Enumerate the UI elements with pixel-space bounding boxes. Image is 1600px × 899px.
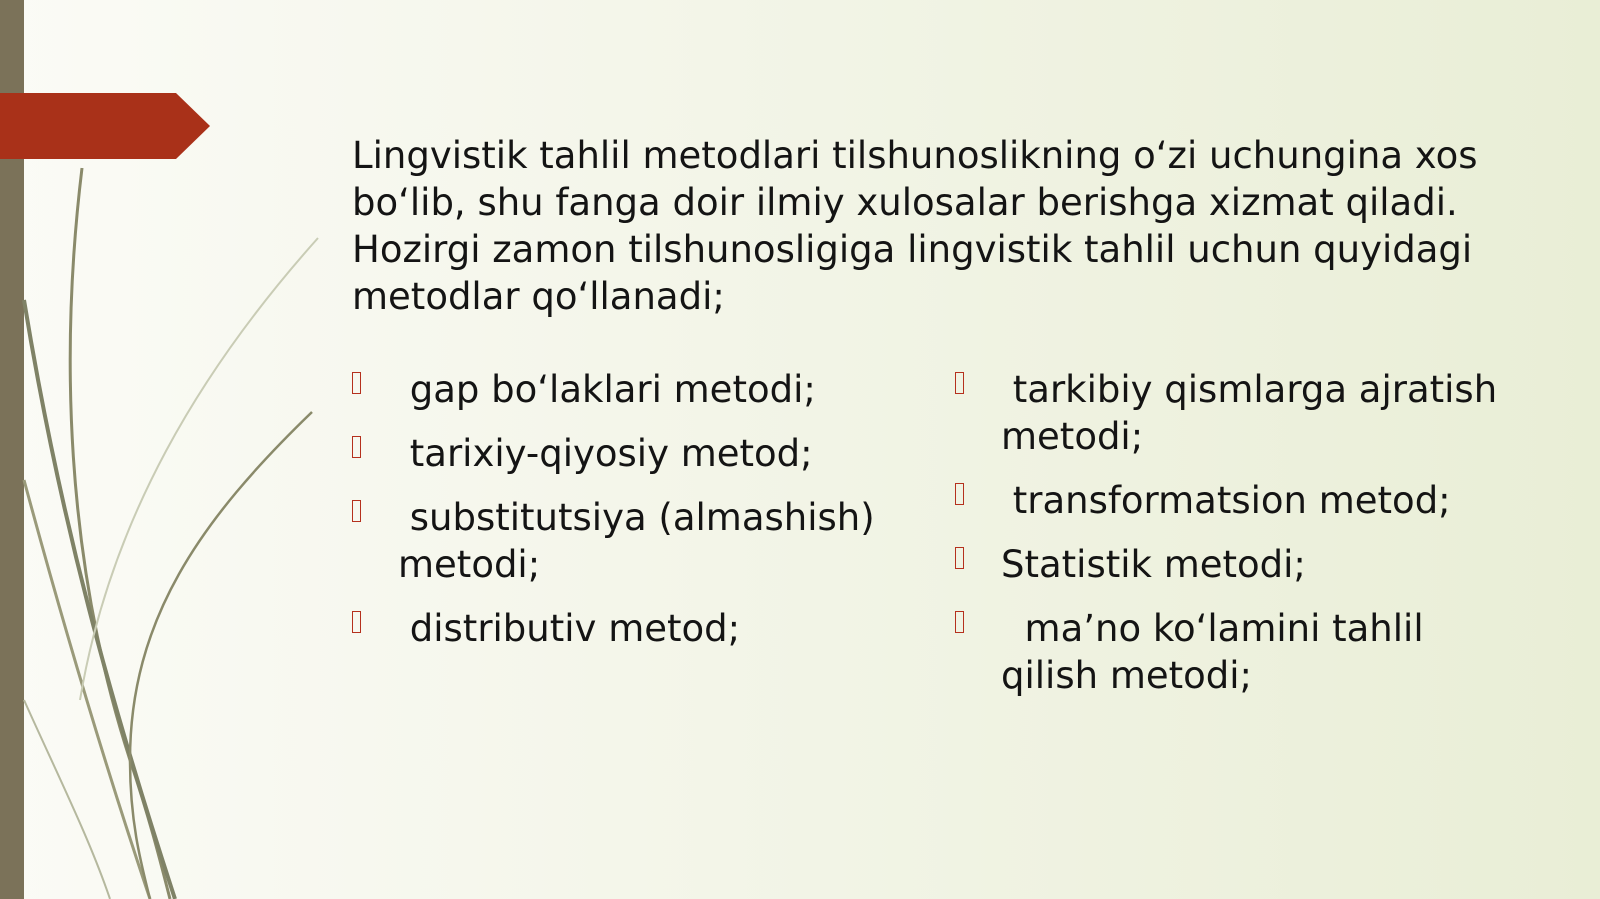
list-item-text: substitutsiya (almashish) metodi; bbox=[398, 496, 887, 586]
red-arrow-banner bbox=[0, 93, 210, 159]
list-item-text: distributiv metod; bbox=[398, 607, 741, 650]
hollow-rectangle-bullet-icon bbox=[352, 436, 361, 458]
list-item bbox=[352, 366, 892, 413]
list-item bbox=[955, 605, 1515, 699]
list-item bbox=[352, 430, 892, 477]
hollow-rectangle-bullet-icon bbox=[352, 611, 361, 633]
list-item-text: gap bo‘laklari metodi; bbox=[398, 368, 816, 411]
list-item bbox=[352, 605, 892, 652]
list-item-text: Statistik metodi; bbox=[1001, 543, 1306, 586]
list-item bbox=[955, 541, 1515, 588]
methods-list-left bbox=[352, 366, 892, 669]
hollow-rectangle-bullet-icon bbox=[955, 611, 964, 633]
methods-list-right bbox=[955, 366, 1515, 716]
list-item bbox=[955, 366, 1515, 460]
hollow-rectangle-bullet-icon bbox=[955, 483, 964, 505]
list-item bbox=[352, 494, 892, 588]
intro-paragraph: Lingvistik tahlil metodlari tilshunoslikning o‘zi uchungina xos bo‘lib, shu fanga doir ilmiy xulosalar berishga xizmat qiladi. Hozirgi zamon tilshunosligiga lingvistik tahlil uchun quyidagi metodlar qo‘llanadi; bbox=[352, 134, 1478, 318]
list-item-text: ma’no ko‘lamini tahlil qilish metodi; bbox=[1001, 607, 1436, 697]
list-item-text: tarixiy-qiyosiy metod; bbox=[398, 432, 813, 475]
list-item-text: transformatsion metod; bbox=[1001, 479, 1451, 522]
hollow-rectangle-bullet-icon bbox=[955, 372, 964, 394]
list-item bbox=[955, 477, 1515, 524]
hollow-rectangle-bullet-icon bbox=[352, 372, 361, 394]
hollow-rectangle-bullet-icon bbox=[955, 547, 964, 569]
list-item-text: tarkibiy qismlarga ajratish metodi; bbox=[1001, 368, 1509, 458]
hollow-rectangle-bullet-icon bbox=[352, 500, 361, 522]
